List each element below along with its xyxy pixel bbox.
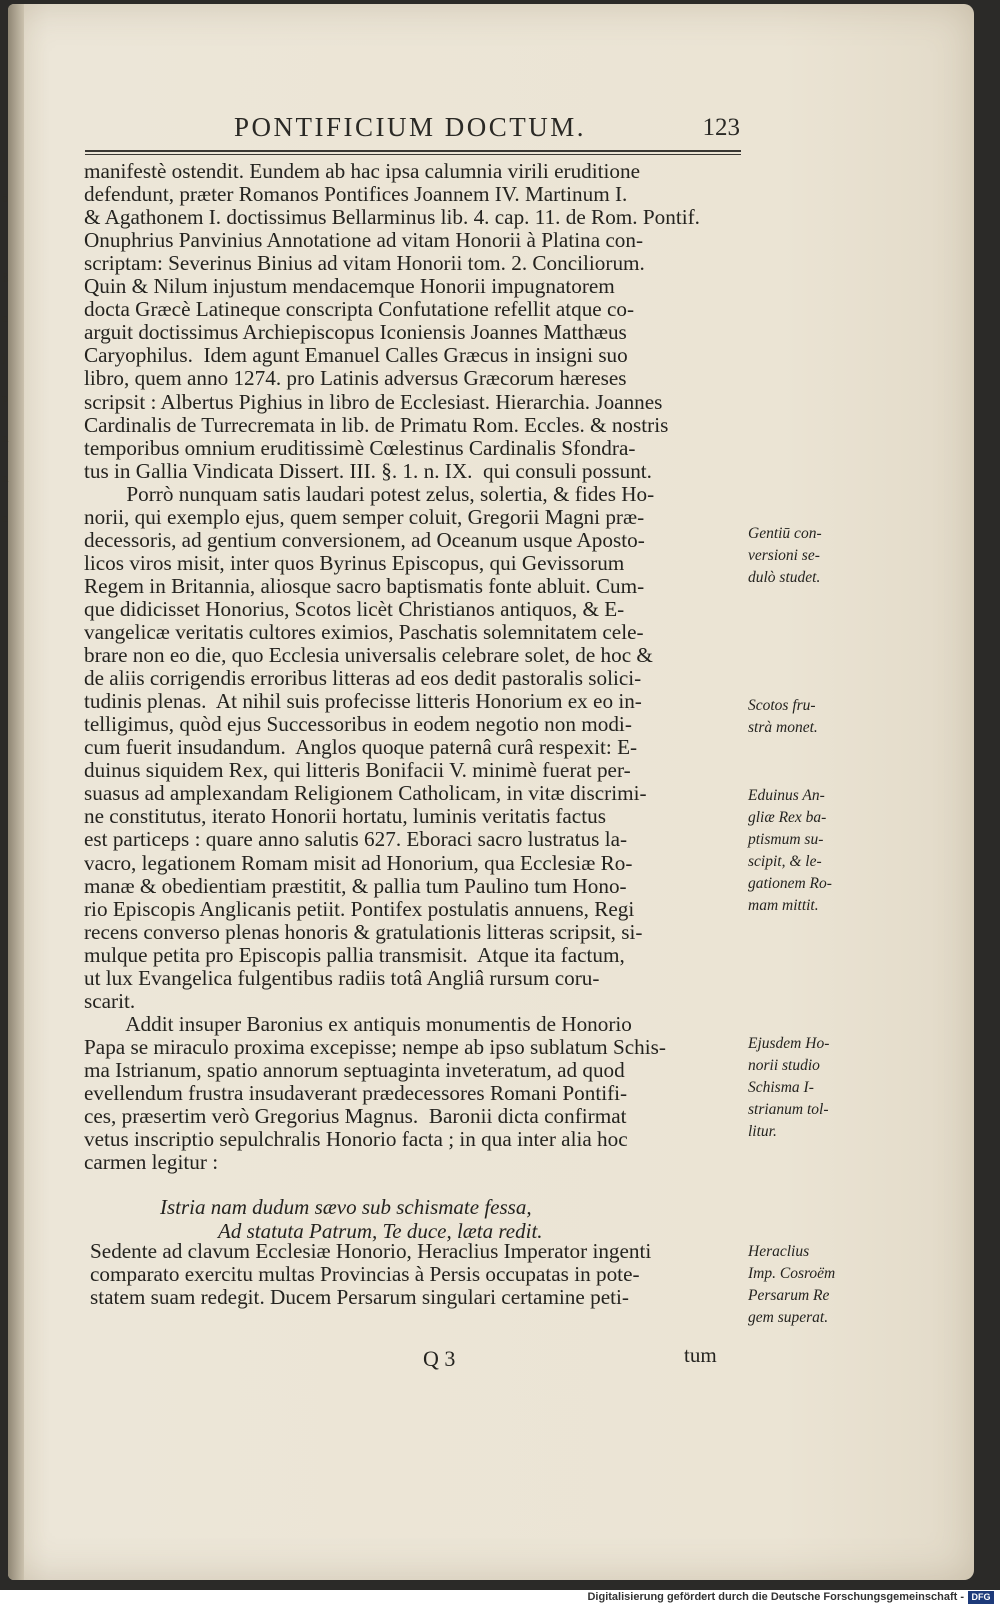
spine-letter: p: [2, 390, 9, 405]
text-line: Quin & Nilum injustum mendacemque Honorii impugnatorem: [84, 275, 615, 299]
text-line: docta Græcè Latineque conscripta Confutatione refellit atque co-: [84, 298, 635, 322]
dfg-logo: DFG: [968, 1591, 994, 1604]
marginal-note-line: Gentiū con-: [748, 525, 822, 542]
verse-line: Ad statuta Patrum, Te duce, læta redit.: [218, 1219, 543, 1243]
spine-letter: l: [2, 150, 6, 165]
text-line: Addit insuper Baronius ex antiquis monumentis de Honorio: [84, 1012, 632, 1036]
text-line: duinus siquidem Rex, qui litteris Bonifacii V. minimè fuerat per-: [84, 759, 631, 783]
text-line: manæ & obedientiam præstitit, & pallia tum Paulino tum Hono-: [84, 874, 627, 898]
text-line: decessoris, ad gentium conversionem, ad Oceanum usque Aposto-: [84, 528, 645, 552]
marginal-note-line: mam mittit.: [748, 897, 819, 914]
text-line: recens converso plenas honoris & gratulationis litteras scripsit, si-: [84, 920, 643, 944]
marginal-note-line: Schisma I-: [748, 1079, 814, 1096]
text-line: rio Episcopis Anglicanis petiit. Pontifex postulatis annuens, Regi: [84, 897, 635, 921]
text-line: scripsit : Albertus Pighius in libro de Ecclesiast. Hierarchia. Joannes: [84, 390, 663, 414]
text-line: temporibus omnium eruditissimè Cœlestinus Cardinalis Sfondra-: [84, 436, 636, 460]
marginal-note-line: Imp. Cosroëm: [748, 1265, 836, 1282]
signature-mark: Q 3: [423, 1346, 456, 1371]
text-line: defendunt, præter Romanos Pontifices Joannem IV. Martinum I.: [84, 183, 628, 207]
marginal-note-line: norii studio: [748, 1057, 820, 1074]
text-line: comparato exercitu multas Provincias à Persis occupatas in pote-: [90, 1263, 640, 1286]
marginal-note-line: versioni se-: [748, 547, 820, 564]
text-line: ces, præsertim verò Gregorius Magnus. Baronii dicta confirmat: [84, 1105, 627, 1129]
text-line: que didicisset Honorius, Scotos licèt Christianos antiquos, & E-: [84, 597, 625, 621]
spine-letter: ß: [2, 270, 9, 285]
text-line: scarit.: [84, 989, 136, 1013]
text-line: de aliis corrigendis erroribus litteras ad eos dedit pastoralis solici-: [84, 667, 642, 691]
text-line: manifestè ostendit. Eundem ab hac ipsa calumnia virili eruditione: [84, 160, 641, 183]
marginal-note-line: dulò studet.: [748, 569, 821, 586]
text-line: vacro, legationem Romam misit ad Honorium, qua Ecclesiæ Ro-: [84, 851, 633, 875]
text-line: Cardinalis de Turrecremata in lib. de Primatu Rom. Eccles. & nostris: [84, 413, 669, 437]
running-title: PONTIFICIUM DOCTUM.: [233, 112, 586, 142]
text-line: norii, qui exemplo ejus, quem semper coluit, Gregorii Magni præ-: [84, 505, 645, 529]
text-line: mulque petita pro Episcopis pallia transmisit. Atque ita factum,: [84, 943, 625, 967]
page-number: 123: [702, 114, 740, 141]
text-line: cum fuerit insudandum. Anglos quoque paternâ curâ respexit: E-: [84, 736, 638, 760]
catchword: tum: [684, 1343, 717, 1367]
text-line: Onuphrius Panvinius Annotatione ad vitam Honorii à Platina con-: [84, 229, 644, 253]
text-line: tudinis plenas. At nihil suis profecisse litteris Honorium ex eo in-: [84, 690, 642, 714]
marginal-note-line: Scotos fru-: [748, 697, 816, 714]
text-line: statem suam redegit. Ducem Persarum singulari certamine peti-: [90, 1286, 629, 1309]
text-line: est particeps : quare anno salutis 627. Eboraci sacro lustratus la-: [84, 828, 628, 852]
page-edge: [8, 4, 24, 1580]
spine-letter: j: [2, 350, 6, 365]
text-line: tus in Gallia Vindicata Dissert. III. §. 1. n. IX. qui consuli possunt.: [84, 459, 652, 483]
spine-letter: n: [2, 470, 9, 485]
spine-letter: e: [2, 510, 8, 525]
marginal-note-line: Ejusdem Ho-: [748, 1035, 830, 1052]
marginal-note-line: Eduinus An-: [748, 787, 825, 804]
text-line: carmen legitur :: [84, 1151, 219, 1175]
marginal-note-line: Heraclius: [748, 1243, 810, 1260]
text-line: suasus ad amplexandam Religionem Catholicam, in vitæ discrimi-: [84, 782, 647, 806]
spine-letter: e: [2, 310, 8, 325]
text-line: licos viros misit, inter quos Byrinus Episcopus, qui Gevissorum: [84, 551, 625, 575]
spine-letter: n: [2, 430, 9, 445]
text-line: arguit doctissimus Archiepiscopus Iconiensis Joannes Matthæus: [84, 321, 627, 345]
text-line: Papa se miraculo proxima excepisse; nempe ab ipso sublatum Schis-: [84, 1035, 666, 1059]
header-rule: [85, 150, 741, 155]
marginal-note-line: litur.: [748, 1123, 777, 1140]
text-line: Caryophilus. Idem agunt Emanuel Calles Græcus in insigni suo: [84, 344, 628, 368]
marginal-note-line: Persarum Re: [748, 1287, 830, 1304]
verse-line: Istria nam dudum sævo sub schismate fessa,: [160, 1195, 532, 1219]
text-line: vangelicæ veritatis cultores eximios, Paschatis solemnitatem cele-: [84, 621, 644, 644]
text-line: ut lux Evangelica fulgentibus radiis totâ Angliâ rursum coru-: [84, 966, 600, 990]
marginal-note-line: strà monet.: [748, 719, 818, 736]
marginal-note-line: scipit, & le-: [748, 853, 822, 870]
marginal-note-line: ptismum su-: [748, 831, 824, 848]
text-line: ne constitutus, iterato Honorii hortatu, luminis veritatis factus: [84, 805, 606, 829]
text-line: vetus inscriptio sepulchralis Honorio facta ; in qua inter alia hoc: [84, 1128, 628, 1152]
footer-credit: Digitalisierung gefördert durch die Deutsche Forschungsgemeinschaft -: [587, 1591, 964, 1603]
text-line: & Agathonem I. doctissimus Bellarminus lib. 4. cap. 11. de Rom. Pontif.: [84, 206, 700, 230]
text-line: evellendum frustra insudaverant prædecessores Romani Pontifi-: [84, 1082, 628, 1105]
text-line: telligimus, quòd ejus Successoribus in eodem negotio non modi-: [84, 713, 632, 737]
marginal-note-line: gliæ Rex ba-: [748, 809, 827, 826]
spine-letter: ö: [2, 190, 9, 205]
text-line: brare non eo die, quo Ecclesia universalis celebrare solet, de hoc &: [84, 644, 653, 668]
marginal-note-line: strianum tol-: [748, 1101, 829, 1118]
text-line: Porrò nunquam satis laudari potest zelus, solertia, & fides Ho-: [84, 482, 655, 506]
text-line: Regem in Britannia, aliosque sacro baptismatis fonte abluit. Cum-: [84, 574, 645, 598]
marginal-note-line: gem superat.: [748, 1309, 829, 1326]
text-line: libro, quem anno 1274. pro Latinis adversus Græcorum hæreses: [84, 367, 627, 391]
text-line: scriptam: Severinus Binius ad vitam Honorii tom. 2. Conciliorum.: [84, 252, 645, 276]
text-line: ma Istrianum, spatio annorum septuaginta inveteratum, ad quod: [84, 1058, 625, 1082]
text-line: Sedente ad clavum Ecclesiæ Honorio, Heraclius Imperator ingenti: [90, 1240, 652, 1263]
marginal-note-line: gationem Ro-: [748, 875, 832, 892]
